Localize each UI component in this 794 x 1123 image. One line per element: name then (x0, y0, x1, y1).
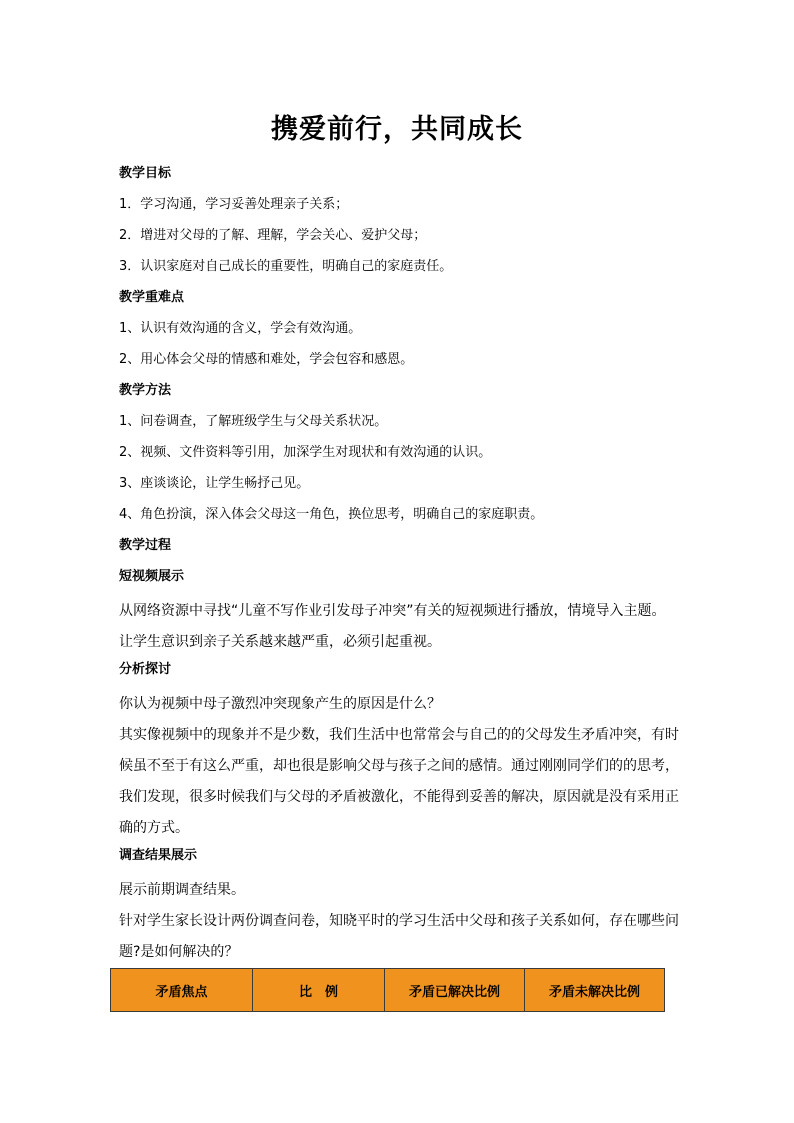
table-header-cell: 矛盾已解决比例 (385, 969, 525, 1012)
paragraph-line: 候虽不至于有这么严重，却也很是影响父母与孩子之间的感情。通过刚刚同学们的的思考， (119, 758, 679, 774)
table-header-row (111, 969, 665, 1012)
video-heading: 短视频展示 (119, 569, 185, 584)
analysis-paragraph (119, 689, 679, 844)
difficulty-item: 1、认识有效沟通的含义，学会有效沟通。 (119, 321, 362, 336)
survey-table-grid (110, 968, 665, 1012)
paragraph-line: 确的方式。 (119, 820, 189, 836)
table-header-cell: 矛盾未解决比例 (525, 969, 665, 1012)
method-item: 2、视频、文件资料等引用，加深学生对现状和有效沟通的认识。 (119, 445, 492, 460)
method-item: 4、角色扮演，深入体会父母这一角色，换位思考，明确自己的家庭职责。 (119, 507, 544, 522)
survey-heading: 调查结果展示 (119, 848, 198, 863)
difficulties-heading: 教学重难点 (119, 290, 185, 305)
page-title: 携爱前行，共同成长 (271, 114, 523, 145)
analysis-heading: 分析探讨 (119, 662, 172, 677)
objective-item: 3．认识家庭对自己成长的重要性，明确自己的家庭责任。 (119, 259, 453, 274)
paragraph-line: 其实像视频中的现象并不是少数，我们生活中也常常会与自己的的父母发生矛盾冲突，有时 (119, 727, 679, 743)
paragraph-line: 针对学生家长设计两份调查问卷，知晓平时的学习生活中父母和孩子关系如何，存在哪些问 (119, 913, 679, 929)
paragraph-line: 从网络资源中寻找“儿童不写作业引发母子冲突”有关的短视频进行播放，情境导入主题。 (119, 603, 666, 619)
survey-table (110, 968, 664, 1012)
survey-paragraph (119, 875, 679, 968)
analysis-question: 你认为视频中母子激烈冲突现象产生的原因是什么？ (119, 696, 441, 712)
objective-item: 2．增进对父母的了解、理解，学会关心、爱护父母； (119, 228, 427, 243)
method-item: 1、问卷调查，了解班级学生与父母关系状况。 (119, 414, 388, 429)
table-header-cell: 比 例 (253, 969, 385, 1012)
video-paragraph (119, 596, 679, 658)
process-heading: 教学过程 (119, 538, 172, 553)
table-header-cell: 矛盾焦点 (111, 969, 253, 1012)
difficulty-item: 2、用心体会父母的情感和难处，学会包容和感恩。 (119, 352, 414, 367)
objective-item: 1．学习沟通，学习妥善处理亲子关系； (119, 197, 349, 212)
document-body (119, 162, 679, 968)
paragraph-line: 展示前期调查结果。 (119, 882, 245, 898)
paragraph-line: 让学生意识到亲子关系越来越严重，必须引起重视。 (119, 634, 441, 650)
paragraph-line: 题?是如何解决的？ (119, 944, 239, 960)
paragraph-line: 我们发现，很多时候我们与父母的矛盾被激化，不能得到妥善的解决，原因就是没有采用正 (119, 789, 679, 805)
objectives-heading: 教学目标 (119, 166, 172, 181)
method-item: 3、座谈谈论，让学生畅抒己见。 (119, 476, 310, 491)
methods-heading: 教学方法 (119, 383, 172, 398)
